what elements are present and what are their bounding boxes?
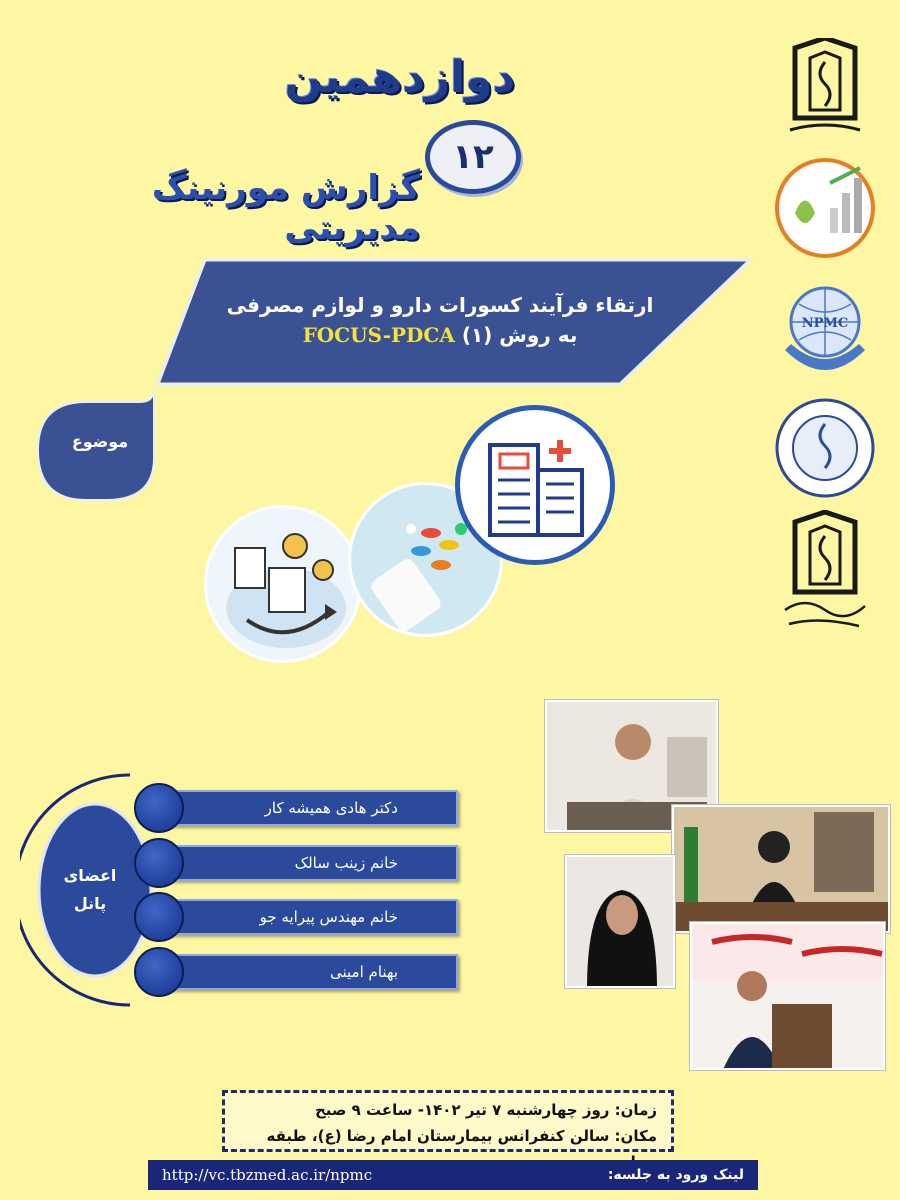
panel-label <box>40 862 140 1012</box>
report-title: گزارش مورنینگ مدیریتی <box>151 168 420 248</box>
event-time: زمان: روز چهارشنبه ۷ تیر ۱۴۰۲- ساعت ۹ صبح <box>314 1101 657 1119</box>
growth-chart-emblem-icon <box>770 153 880 263</box>
topic-part: (۱) <box>461 323 493 347</box>
event-place: مکان: سالن کنفرانس بیمارستان امام رضا (ع)، طبقه <box>266 1127 657 1145</box>
npmc-logo-text: NPMC <box>801 316 849 331</box>
panel-label-line-2: پانل <box>73 894 107 913</box>
topic-line-1: ارتقاء فرآیند کسورات دارو و لوازم مصرفی <box>226 293 654 317</box>
event-info-box <box>222 1090 674 1152</box>
member-bullet <box>134 947 184 997</box>
panel-member: خانم زینب سالک <box>170 845 458 881</box>
edition-word: دوازدهمین <box>284 52 516 103</box>
panel-label-line-1: اعضای <box>63 866 117 885</box>
person-photo-icon <box>567 857 675 988</box>
meeting-link-label: لینک ورود به جلسه: <box>607 1167 744 1183</box>
panel-member: خانم مهندس پیرایه جو <box>170 899 458 935</box>
documents-gears-icon <box>207 508 362 663</box>
panel-member: دکتر هادی همیشه کار <box>170 790 458 826</box>
person-photo-icon <box>692 924 885 1070</box>
subject-label: موضوع <box>71 432 129 451</box>
topic-text <box>200 290 680 350</box>
topic-line-2 <box>200 320 680 350</box>
person-photo-icon <box>674 807 890 933</box>
medical-association-logo <box>770 395 880 500</box>
panelist-photo-3 <box>565 855 675 988</box>
panelist-photo-4 <box>690 922 885 1070</box>
hospital-illustration <box>455 405 615 565</box>
round-seal-icon <box>773 396 877 500</box>
panelist-photo-2 <box>672 805 890 933</box>
member-bullet <box>134 838 184 888</box>
meeting-link[interactable]: http://vc.tbzmed.ac.ir/npmc <box>162 1166 373 1184</box>
university-logo-bottom <box>770 510 880 640</box>
university-emblem-icon <box>775 38 875 138</box>
topic-method-prefix: به روش <box>499 323 578 347</box>
research-group-logo <box>770 150 880 265</box>
hospital-icon <box>460 410 610 560</box>
panel-member: بهنام امینی <box>170 954 458 990</box>
university-logo-top <box>770 38 880 138</box>
member-bullet <box>134 783 184 833</box>
process-illustration <box>204 505 362 663</box>
meeting-link-bar <box>148 1160 758 1190</box>
edition-number-badge: ۱۲ <box>425 120 521 194</box>
member-bullet <box>134 892 184 942</box>
topic-method: FOCUS-PDCA <box>302 323 455 347</box>
npmc-logo <box>770 280 880 380</box>
globe-hands-icon <box>775 280 875 380</box>
university-emblem-calligraphy-icon <box>775 510 875 640</box>
